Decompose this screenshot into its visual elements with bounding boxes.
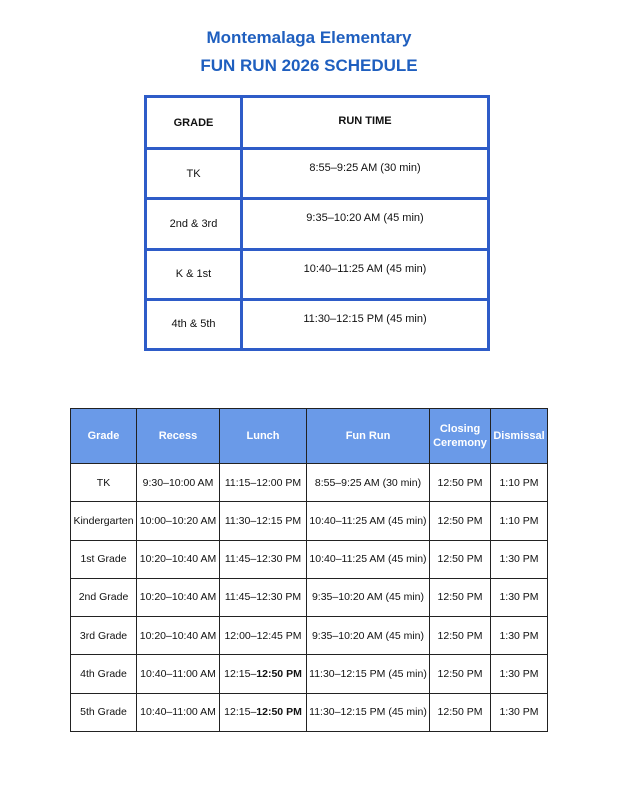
- recess-cell: 10:00–10:20 AM: [137, 502, 220, 540]
- dismissal-cell: 1:30 PM: [491, 693, 548, 731]
- recess-cell: 9:30–10:00 AM: [137, 464, 220, 502]
- grade-cell: TK: [71, 464, 137, 502]
- fun-run-cell: 11:30–12:15 PM (45 min): [307, 655, 430, 693]
- lunch-cell: [220, 655, 307, 693]
- dismissal-cell: 1:10 PM: [491, 502, 548, 540]
- school-name: Montemalaga Elementary: [206, 28, 412, 47]
- fun-run-cell: 10:40–11:25 AM (45 min): [307, 540, 430, 578]
- fun-run-cell: 9:35–10:20 AM (45 min): [307, 617, 430, 655]
- lunch-start: 11:15–12:00 PM: [224, 476, 302, 489]
- lunch-start: 11:30–12:15 PM: [224, 514, 302, 527]
- dismissal-cell: 1:30 PM: [491, 617, 548, 655]
- table-row: [146, 249, 489, 299]
- lunch-cell: [220, 464, 307, 502]
- fun-run-cell: 10:40–11:25 AM (45 min): [307, 502, 430, 540]
- lunch-cell: [220, 693, 307, 731]
- table-row: [71, 502, 548, 540]
- lunch-header: Lunch: [220, 409, 307, 464]
- table-row: [71, 693, 548, 731]
- run-time-cell: 8:55–9:25 AM (30 min): [242, 149, 489, 199]
- run-grade-cell: TK: [146, 149, 242, 199]
- lunch-end: 12:50 PM: [256, 706, 302, 719]
- fun-run-header: Fun Run: [307, 409, 430, 464]
- table-row: [71, 655, 548, 693]
- fun-run-cell: 9:35–10:20 AM (45 min): [307, 578, 430, 616]
- table-row: [146, 199, 489, 249]
- lunch-start: 12:15–: [224, 668, 257, 681]
- schedule-title: FUN RUN 2026 SCHEDULE: [200, 56, 418, 75]
- run-time-cell: 9:35–10:20 AM (45 min): [242, 199, 489, 249]
- grade-header: Grade: [71, 409, 137, 464]
- closing-cell: 12:50 PM: [430, 502, 491, 540]
- lunch-start: 11:45–12:30 PM: [224, 553, 302, 566]
- lunch-cell: [220, 502, 307, 540]
- run-time-table: [144, 95, 490, 351]
- closing-cell: 12:50 PM: [430, 693, 491, 731]
- fun-run-cell: 11:30–12:15 PM (45 min): [307, 693, 430, 731]
- recess-cell: 10:20–10:40 AM: [137, 540, 220, 578]
- closing-cell: 12:50 PM: [430, 578, 491, 616]
- table-row: [71, 617, 548, 655]
- lunch-cell: [220, 617, 307, 655]
- dismissal-cell: 1:10 PM: [491, 464, 548, 502]
- recess-cell: 10:40–11:00 AM: [137, 655, 220, 693]
- run-table-time-header: RUN TIME: [242, 97, 489, 149]
- dismissal-header: Dismissal: [491, 409, 548, 464]
- lunch-start: 12:15–: [224, 706, 257, 719]
- table-row: [146, 299, 489, 349]
- recess-cell: 10:20–10:40 AM: [137, 578, 220, 616]
- grade-cell: 4th Grade: [71, 655, 137, 693]
- detail-header-row: [71, 409, 548, 464]
- dismissal-cell: 1:30 PM: [491, 578, 548, 616]
- run-time-cell: 10:40–11:25 AM (45 min): [242, 249, 489, 299]
- dismissal-cell: 1:30 PM: [491, 655, 548, 693]
- table-row: [71, 464, 548, 502]
- run-time-cell: 11:30–12:15 PM (45 min): [242, 299, 489, 349]
- grade-cell: 2nd Grade: [71, 578, 137, 616]
- recess-cell: 10:20–10:40 AM: [137, 617, 220, 655]
- grade-cell: 5th Grade: [71, 693, 137, 731]
- recess-header: Recess: [137, 409, 220, 464]
- closing-cell: 12:50 PM: [430, 655, 491, 693]
- grade-cell: Kindergarten: [71, 502, 137, 540]
- lunch-start: 11:45–12:30 PM: [224, 591, 302, 604]
- table-row: [71, 578, 548, 616]
- run-table-header-row: [146, 97, 489, 149]
- recess-cell: 10:40–11:00 AM: [137, 693, 220, 731]
- run-grade-cell: K & 1st: [146, 249, 242, 299]
- lunch-cell: [220, 578, 307, 616]
- closing-cell: 12:50 PM: [430, 617, 491, 655]
- table-row: [71, 540, 548, 578]
- closing-cell: 12:50 PM: [430, 540, 491, 578]
- detail-schedule-table: [70, 408, 548, 732]
- lunch-cell: [220, 540, 307, 578]
- fun-run-cell: 8:55–9:25 AM (30 min): [307, 464, 430, 502]
- run-grade-cell: 4th & 5th: [146, 299, 242, 349]
- run-grade-cell: 2nd & 3rd: [146, 199, 242, 249]
- table-row: [146, 149, 489, 199]
- lunch-start: 12:00–12:45 PM: [224, 629, 302, 642]
- dismissal-cell: 1:30 PM: [491, 540, 548, 578]
- run-table-grade-header: GRADE: [146, 97, 242, 149]
- closing-ceremony-header: Closing Ceremony: [430, 409, 491, 464]
- grade-cell: 1st Grade: [71, 540, 137, 578]
- closing-cell: 12:50 PM: [430, 464, 491, 502]
- lunch-end: 12:50 PM: [256, 668, 302, 681]
- grade-cell: 3rd Grade: [71, 617, 137, 655]
